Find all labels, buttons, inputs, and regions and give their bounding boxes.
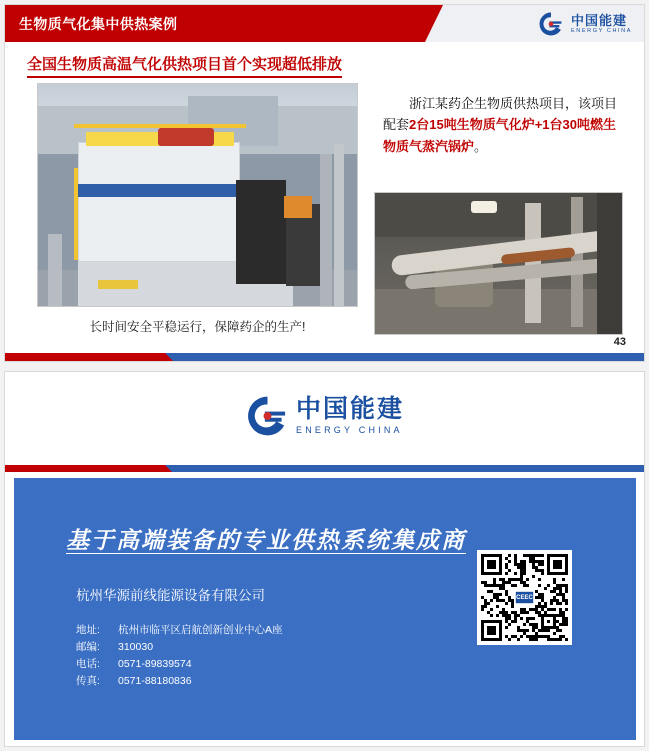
qr-code-canvas	[481, 554, 568, 641]
project-description-highlight: 2台15吨生物质气化炉+1台30吨燃生物质气蒸汽锅炉	[383, 117, 616, 154]
ceec-logo-en: ENERGY CHINA	[571, 27, 632, 34]
ceec-logo-header	[538, 11, 632, 37]
contact-value-phone: 0571-89839574	[118, 658, 192, 670]
slide-case-study	[4, 4, 645, 362]
contact-value-postcode: 310030	[118, 641, 154, 653]
slide2-divider-bar	[5, 465, 644, 472]
ceec-logo-mark-icon	[245, 394, 289, 438]
project-description-tail: 。	[474, 138, 488, 154]
ceec-logo-cn: 中国能建	[295, 395, 405, 423]
qr-code	[477, 550, 572, 645]
contact-key-phone: 电话:	[76, 658, 100, 670]
contact-key-postcode: 邮编:	[76, 641, 100, 653]
slide-closing	[4, 371, 645, 747]
project-description	[383, 93, 623, 157]
contact-row-phone	[76, 656, 283, 673]
slide2-divider-red-accent	[5, 465, 165, 472]
contact-row-address	[76, 622, 283, 639]
company-name: 杭州华源前线能源设备有限公司	[76, 588, 265, 603]
slide1-footer-red-accent	[5, 353, 165, 361]
contact-row-fax	[76, 673, 283, 690]
project-description-lead: 浙江某药企生物质供热项目，该项目配套	[383, 96, 618, 133]
slide-page-number: 43	[613, 336, 626, 348]
ceec-logo-text	[571, 14, 632, 35]
slide1-title: 生物质气化集中供热案例	[19, 16, 178, 32]
slide2-header-area	[5, 372, 644, 464]
plant-photo-caption: 长时间安全平稳运行，保障药企的生产!	[89, 320, 306, 334]
boiler-room-photo	[374, 192, 623, 335]
contact-key-address: 地址:	[76, 624, 100, 636]
plant-exterior-photo	[37, 83, 358, 307]
ceec-logo-closing	[245, 394, 404, 438]
ceec-logo-en: ENERGY CHINA	[295, 425, 403, 435]
company-slogan: 基于高端装备的专业供热系统集成商	[66, 528, 466, 553]
contact-value-address: 杭州市临平区启航创新创业中心A座	[118, 624, 283, 636]
ceec-logo-mark-icon	[538, 11, 564, 37]
ceec-logo-cn: 中国能建	[571, 12, 628, 28]
contact-row-postcode	[76, 639, 283, 656]
slide1-subtitle: 全国生物质高温气化供热项目首个实现超低排放	[27, 53, 342, 78]
contact-value-fax: 0571-88180836	[118, 675, 192, 687]
ceec-logo-text	[296, 397, 404, 435]
contact-list	[76, 622, 283, 690]
contact-panel	[14, 478, 636, 740]
contact-key-fax: 传真:	[76, 675, 100, 687]
slide1-footer-bar	[5, 353, 645, 361]
